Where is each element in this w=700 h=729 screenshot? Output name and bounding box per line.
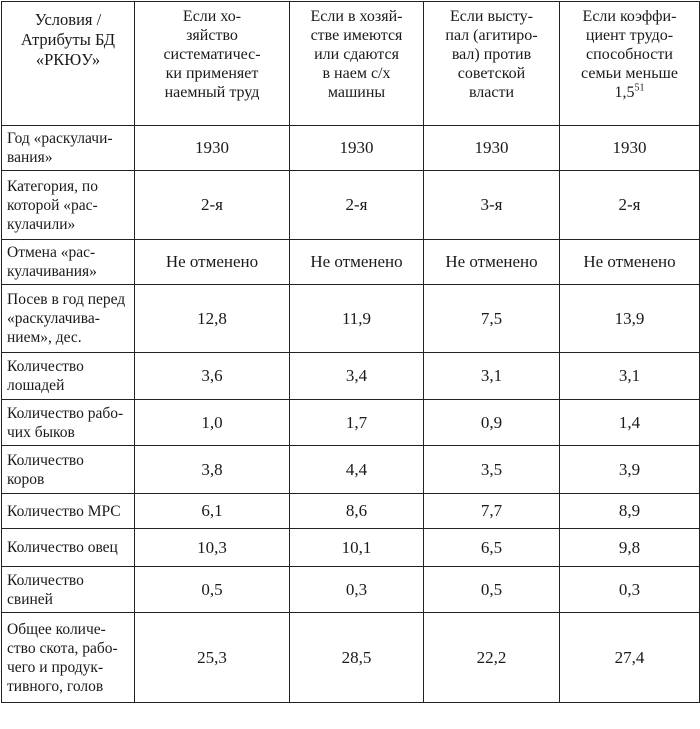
table-cell: 3,8 <box>135 446 290 494</box>
row-label: Количество овец <box>2 529 135 567</box>
table-cell: 12,8 <box>135 285 290 353</box>
table-cell: 1930 <box>560 126 700 171</box>
header-anti-soviet: Если высту- пал (агитиро- вал) против советской власти <box>424 2 560 126</box>
table-cell: Не отменено <box>135 240 290 285</box>
table-row <box>2 567 700 613</box>
table-cell: 3,1 <box>560 353 700 400</box>
table-cell: 3,1 <box>424 353 560 400</box>
table-cell: 13,9 <box>560 285 700 353</box>
row-label: Посев в год перед «раскулачива- нием», дес. <box>2 285 135 353</box>
header-machinery: Если в хозяй- стве имеются или сдаются в наем с/х машины <box>290 2 424 126</box>
table-cell: 2-я <box>135 171 290 240</box>
header-row <box>2 2 700 126</box>
table-cell: 1,4 <box>560 400 700 446</box>
table-cell: 28,5 <box>290 613 424 703</box>
table-row <box>2 171 700 240</box>
table-cell: 1930 <box>424 126 560 171</box>
table-cell: 6,1 <box>135 494 290 529</box>
table-row <box>2 285 700 353</box>
footnote-marker: 51 <box>634 82 645 94</box>
row-label: Год «раскулачи- вания» <box>2 126 135 171</box>
header-work-coefficient-text: Если коэффи- циент трудо- способности семьи меньше 1,5 <box>581 8 678 101</box>
table-cell: 9,8 <box>560 529 700 567</box>
table-cell: 11,9 <box>290 285 424 353</box>
row-label: Отмена «рас- кулачивания» <box>2 240 135 285</box>
table-cell: 1930 <box>135 126 290 171</box>
table-cell: 0,3 <box>290 567 424 613</box>
row-label: Количество лошадей <box>2 353 135 400</box>
table-cell: 7,5 <box>424 285 560 353</box>
header-hired-labor: Если хо- зяйство систематичес- ки применяет наемный труд <box>135 2 290 126</box>
table-row <box>2 126 700 171</box>
row-label: Количество свиней <box>2 567 135 613</box>
row-label: Общее количе- ство скота, рабо- чего и продук- тивного, голов <box>2 613 135 703</box>
table-cell: 8,6 <box>290 494 424 529</box>
row-label: Категория, по которой «рас- кулачили» <box>2 171 135 240</box>
table-cell: 7,7 <box>424 494 560 529</box>
table-cell: 3,6 <box>135 353 290 400</box>
table-cell: 1,0 <box>135 400 290 446</box>
table-row <box>2 353 700 400</box>
data-table <box>1 1 700 703</box>
table-cell: 6,5 <box>424 529 560 567</box>
table-row <box>2 446 700 494</box>
table-cell: Не отменено <box>290 240 424 285</box>
row-label: Количество коров <box>2 446 135 494</box>
table-cell: 3,5 <box>424 446 560 494</box>
table-cell: 3,9 <box>560 446 700 494</box>
table-cell: 1,7 <box>290 400 424 446</box>
row-label: Количество рабо- чих быков <box>2 400 135 446</box>
table-cell: 10,1 <box>290 529 424 567</box>
table-row <box>2 240 700 285</box>
table-row <box>2 494 700 529</box>
table-cell: 10,3 <box>135 529 290 567</box>
table-body <box>2 126 700 703</box>
table-cell: 27,4 <box>560 613 700 703</box>
table-cell: 0,5 <box>135 567 290 613</box>
table-cell: 3,4 <box>290 353 424 400</box>
table-cell: 4,4 <box>290 446 424 494</box>
row-label: Количество МРС <box>2 494 135 529</box>
header-work-coefficient <box>560 2 700 126</box>
table-cell: 22,2 <box>424 613 560 703</box>
table-row <box>2 613 700 703</box>
table-cell: 1930 <box>290 126 424 171</box>
table-cell: Не отменено <box>424 240 560 285</box>
table-cell: 0,5 <box>424 567 560 613</box>
table-cell: 0,9 <box>424 400 560 446</box>
header-attributes: Условия / Атрибуты БД «РКЮУ» <box>2 2 135 126</box>
table-cell: 25,3 <box>135 613 290 703</box>
table-cell: 2-я <box>560 171 700 240</box>
table-cell: 0,3 <box>560 567 700 613</box>
table-row <box>2 400 700 446</box>
table-row <box>2 529 700 567</box>
table-cell: 8,9 <box>560 494 700 529</box>
table-cell: Не отменено <box>560 240 700 285</box>
table-cell: 3-я <box>424 171 560 240</box>
table-cell: 2-я <box>290 171 424 240</box>
